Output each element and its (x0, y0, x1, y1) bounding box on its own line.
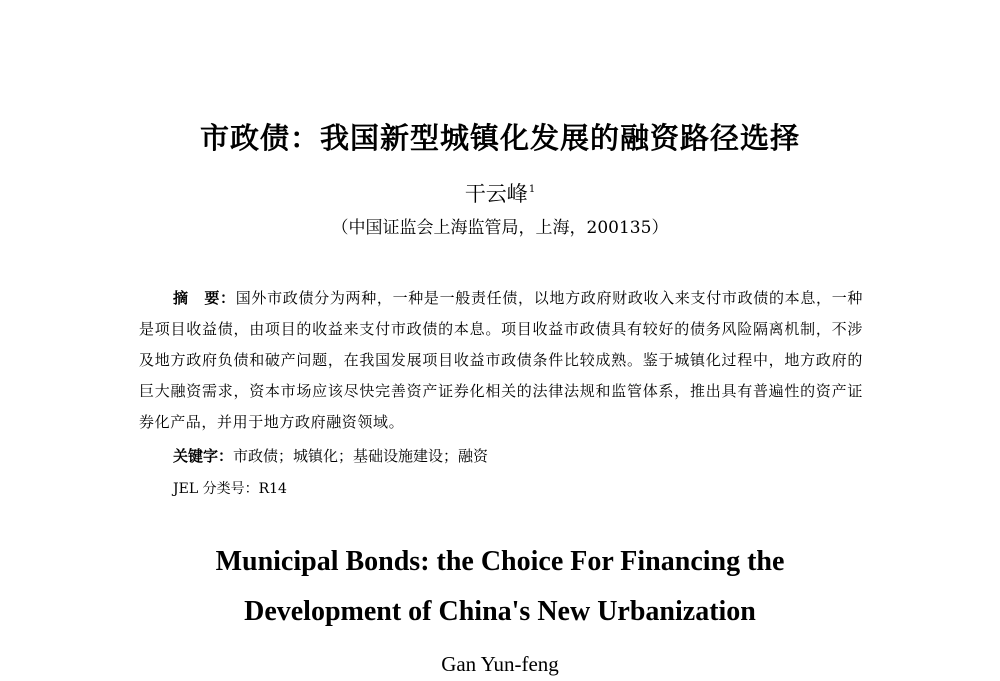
chinese-affiliation: （中国证监会上海监管局，上海，200135） (331, 218, 669, 238)
keywords-label: 关键字： (173, 447, 234, 465)
english-title-line-1: Municipal Bonds: the Choice For Financing the (215, 546, 785, 577)
abstract-text: 国外市政债分为两种，一种是一般责任债，以地方政府财政收入来支付市政债的本息，一种是项目收益债，由项目的收益来支付市政债的本息。项目收益市政债具有较好的债务风险隔离机制，不涉及地方政府负债和破产问题，在我国发展项目收益市政债条件比较成熟。鉴于城镇化过程中，地方政府的巨大融资需求，资本市场应该尽快完善资产证券化相关的法律法规和监管体系，推出具有普遍性的资产证券化产品，并用于地方政府融资领域。 (139, 289, 863, 431)
keywords (173, 443, 863, 469)
chinese-author (0, 176, 1000, 208)
abstract-label: 摘 要： (173, 289, 236, 307)
author-footnote-mark: 1 (528, 184, 536, 195)
jel-label: JEL 分类号： (173, 481, 259, 497)
keywords-text: 市政债；城镇化；基础设施建设；融资 (233, 447, 489, 465)
chinese-author-name: 干云峰 (464, 182, 528, 206)
jel-classification (173, 477, 863, 501)
abstract (139, 283, 863, 438)
jel-code: R14 (258, 481, 287, 497)
english-title-line-2: Development of China's New Urbanization (244, 596, 756, 627)
chinese-title: 市政债：我国新型城镇化发展的融资路径选择 (199, 121, 800, 155)
english-title (0, 537, 1000, 637)
english-author: Gan Yun-feng (441, 652, 559, 676)
